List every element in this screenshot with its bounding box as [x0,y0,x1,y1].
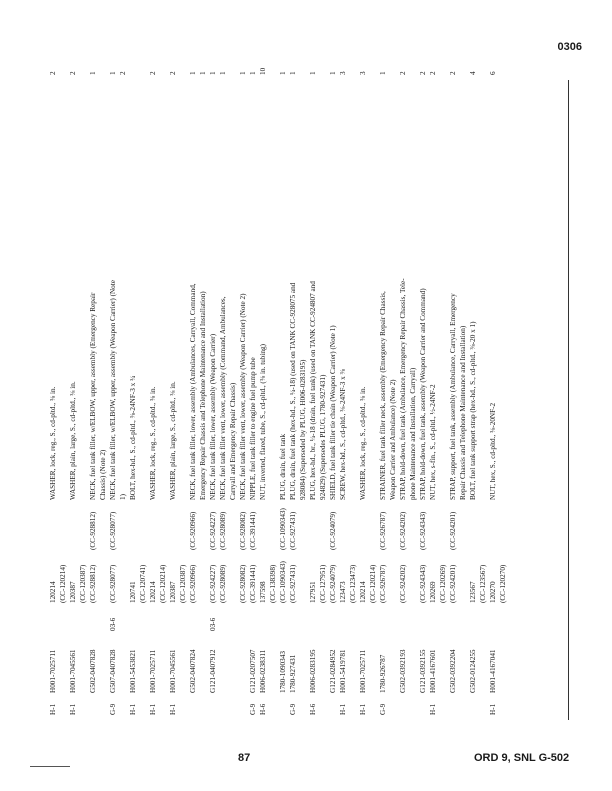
table-row [248,45,258,715]
description: BOLT, fuel tank support strap (hex-hd., S., cd-pltd., ⅜-20 x 1) [469,321,477,500]
table-row [348,45,358,715]
reference-number: (CC-926787) [379,564,387,603]
description: NECK, fuel tank filler vent, lower, assembly (Command, Ambulances, [219,296,227,500]
part-number: 1780-926787 [379,654,387,693]
description: PLUG, hex-hd., br., ¼-18 (drain, fuel tank) (used on TANK CC-924807 and [309,281,317,500]
reference-number: (CC-924201) [449,564,457,603]
description: SCREW, hex-hd., S., cd-pltd., ⅜-24NF-3 x ⅜ [339,369,347,500]
table-row [288,45,298,715]
quantity: 1 [249,71,257,75]
footer-page-number: 87 [238,752,251,764]
table-row [78,45,88,715]
table-row [198,45,208,715]
group-number: 03-6 [109,617,117,631]
table-row [318,45,328,715]
table-row [218,45,228,715]
description: 928084) (Superseded by PLUG, H006-0283195) [299,359,307,500]
part-number: 1780-1090343 [279,651,287,693]
quantity: 2 [169,71,177,75]
table-row [428,45,438,715]
quantity: 1 [189,71,197,75]
quantity: 1 [209,71,217,75]
column-code: H-6 [309,703,317,715]
table-row [278,45,288,715]
part-number: G502-0407824 [189,649,197,693]
reference-number: 137598 [259,581,267,603]
reference-number: (CC-927431) [289,564,297,603]
quantity: 2 [69,71,77,75]
table-row [88,45,98,715]
table-row [48,45,58,715]
description: WASHER, plain, large, S., cd-pltd., ⅜ in. [69,381,77,500]
reference-number: 120741 [129,581,137,603]
part-number: H006-0238311 [259,649,267,693]
description: 924829) (Supersedes PLUG, 1780-927431) [319,374,327,500]
reference-number: (CC-120214) [59,564,67,603]
description: Carryall and Emergency Repair Chassis) [229,382,237,500]
part-number: H001-4167041 [489,649,497,693]
table-row [158,45,168,715]
table-row [118,45,128,715]
column-code: H-1 [489,703,497,715]
description: WASHER, lock, reg., S., cd-pltd., ⅜ in. [359,386,367,500]
table-row [298,45,308,715]
ordnance-number: (CC-924202) [399,511,407,550]
ordnance-number: (CC-924201) [449,511,457,550]
column-code: G-9 [249,703,257,715]
table-row [448,45,458,715]
table-row [128,45,138,715]
reference-number: 120269 [429,581,437,603]
reference-number: (CC-928082) [239,564,247,603]
ordnance-number: (CC-928077) [109,511,117,550]
table-row [188,45,198,715]
margin-rule [568,80,569,720]
reference-number: (CC-924227) [209,564,217,603]
quantity: 3 [339,71,347,75]
ordnance-number: (CC-920966) [189,511,197,550]
quantity: 1 [239,71,247,75]
table-row [358,45,368,715]
reference-number: (CC-120387) [179,564,187,603]
column-code: G-9 [379,703,387,715]
ordnance-number: (CC-924079) [329,511,337,550]
footer-reference: ORD 9, SNL G-502 [474,752,570,764]
description: STRAP, hold-down, fuel tank, assembly (Weapon Carrier and Command) [419,288,427,500]
ordnance-number: (CC-924343) [419,511,427,550]
column-code: H-1 [149,703,157,715]
quantity: 1 [289,71,297,75]
ordnance-number: (CC-1090343) [279,508,287,550]
reference-number: (CC-138398) [269,564,277,603]
reference-number: (CC-928089) [219,564,227,603]
quantity: 1 [219,71,227,75]
description: Weapon Carrier and Ambulance) (Note 2) [389,379,397,500]
table-row [138,45,148,715]
quantity: 1 [379,71,387,75]
column-code: G-9 [289,703,297,715]
part-number: H001-7025711 [49,649,57,693]
quantity: 2 [429,71,437,75]
page-number: 0306 [557,41,582,53]
quantity: 1 [329,71,337,75]
table-row [338,45,348,715]
ordnance-number: (CC-926787) [379,511,387,550]
table-row [228,45,238,715]
part-number: G502-0124255 [469,649,477,693]
column-code: H-6 [259,703,267,715]
description: Repair Chassis and Telephone Maintenance and Installation) [459,325,467,500]
description: WASHER, lock, reg., S., cd-pltd., ⅜ in. [149,386,157,500]
part-number: H001-7025711 [149,649,157,693]
quantity: 10 [259,67,267,75]
table-row [468,45,478,715]
part-number: G121-0207507 [249,649,257,693]
description: NIPPLE, fuel tank filler to engine fuel pump tube [249,357,257,500]
description: NUT, inverted, flared, tube, S., cd-pltd., (⅜ in. tubing) [259,344,267,500]
description: WASHER, plain, large, S., cd-pltd., ⅜ in. [169,381,177,500]
reference-number: 120387 [169,581,177,603]
description: SHIELD, fuel tank filler tie chain (Weapon Carrier) (Note 1) [329,325,337,500]
group-number: 03-6 [209,617,217,631]
reference-number: (CC-391441) [249,564,257,603]
table-row [308,45,318,715]
part-number: H001-7025711 [359,649,367,693]
column-code: H-1 [49,703,57,715]
reference-number: (CC-924079) [329,564,337,603]
quantity: 1 [199,71,207,75]
reference-number: (CC-120387) [79,564,87,603]
parts-table [48,45,563,715]
table-row [178,45,188,715]
part-number: H001-5453821 [129,649,137,693]
part-number: G502-0392204 [449,649,457,693]
description: NECK, fuel tank filler vent, lower, assembly (Weapon Carrier) (Note 2) [239,293,247,500]
quantity: 2 [449,71,457,75]
table-row [238,45,248,715]
description: NECK, fuel tank filler, w/ELBOW, upper, assembly (Emergency Repair [89,292,97,500]
quantity: 2 [119,71,127,75]
part-number: H001-4167601 [429,649,437,693]
reference-number: (CC-1090343) [279,561,287,603]
quantity: 6 [489,71,497,75]
ordnance-number: (CC-928812) [89,511,97,550]
ordnance-number: (CC-924227) [209,511,217,550]
reference-number: (CC-123473) [349,564,357,603]
reference-number: 120214 [149,581,157,603]
column-code: H-1 [69,703,77,715]
table-row [488,45,498,715]
ordnance-number: (CC-928089) [219,511,227,550]
quantity: 2 [399,71,407,75]
description: STRAP, hold-down, fuel tank (Ambulance, Emergency Repair Chassis, Tele- [399,278,407,500]
table-row [438,45,448,715]
footer-rule [30,766,70,767]
quantity: 2 [49,71,57,75]
table-row [108,45,118,715]
reference-number: (CC-928077) [109,564,117,603]
description: NECK, fuel tank filler, lower, assembly (Ambulances, Carryall, Command, [189,283,197,500]
reference-number: 120270 [489,581,497,603]
reference-number: 123473 [339,581,347,603]
quantity: 2 [149,71,157,75]
quantity: 1 [279,71,287,75]
ordnance-number: (CC-928082) [239,511,247,550]
reference-number: 123567 [469,581,477,603]
reference-number: 127951 [309,581,317,603]
part-number: H001-7045561 [169,649,177,693]
table-row [98,45,108,715]
reference-number: 120214 [49,581,57,603]
description: NUT, hex, s-fin., S., cd-pltd., ½-24NF-2 [429,384,437,500]
quantity: 1 [89,71,97,75]
table-row [258,45,268,715]
description: phone Maintenance and Installation, Carryall) [409,367,417,500]
column-code: H-1 [169,703,177,715]
ordnance-number: (CC-391441) [249,511,257,550]
quantity: 4 [469,71,477,75]
description: Chassis) (Note 2) [99,449,107,500]
reference-number: (CC-924343) [419,564,427,603]
column-code: G-9 [109,703,117,715]
reference-number: (CC-127951) [319,564,327,603]
table-row [378,45,388,715]
description: NUT, hex, S., cd-pltd., ⅜-20NF-2 [489,402,497,500]
table-row [368,45,378,715]
table-row [388,45,398,715]
part-number: H006-0283195 [309,649,317,693]
table-row [478,45,488,715]
table-row [328,45,338,715]
reference-number: (CC-120270) [499,564,507,603]
table-row [458,45,468,715]
table-row [68,45,78,715]
column-code: H-1 [359,703,367,715]
reference-number: (CC-928812) [89,564,97,603]
quantity: 3 [359,71,367,75]
description: STRAINER, fuel tank filler neck, assembly (Emergency Repair Chassis, [379,291,387,500]
description: BOLT, hex-hd., S., cd-pltd., ⅜-24NF-3 x ¾ [129,375,137,500]
column-code: H-1 [429,703,437,715]
table-row [148,45,158,715]
description: PLUG, drain, fuel tank [279,433,287,500]
table-row [408,45,418,715]
table-row [268,45,278,715]
part-number: G507-0407828 [109,649,117,693]
part-number: G121-0392155 [419,649,427,693]
quantity: 1 [309,71,317,75]
reference-number: (CC-120214) [159,564,167,603]
table-row [208,45,218,715]
reference-number: (CC-120214) [369,564,377,603]
part-number: G121-0284952 [329,649,337,693]
description: Emergency Repair Chassis and Telephone Maintenance and Installation) [199,291,207,500]
part-number: H001-5419781 [339,649,347,693]
reference-number: 120387 [69,581,77,603]
part-number: G502-0392193 [399,649,407,693]
reference-number: 120214 [359,581,367,603]
part-number: H001-7045561 [69,649,77,693]
table-row [398,45,408,715]
description: WASHER, lock, reg., S., cd-pltd., ⅜ in. [49,386,57,500]
part-number: G121-0407912 [209,649,217,693]
table-row [498,45,508,715]
quantity: 2 [419,71,427,75]
reference-number: (CC-924202) [399,564,407,603]
description: STRAP, support, fuel tank, assembly (Ambulance, Carryall, Emergency [449,293,457,500]
quantity: 1 [109,71,117,75]
reference-number: (CC-120269) [439,564,447,603]
table-row [418,45,428,715]
column-code: H-1 [339,703,347,715]
table-row [168,45,178,715]
reference-number: (CC-120741) [139,564,147,603]
description: 1) [119,494,127,500]
description: PLUG, drain, fuel tank (hex-hd., S., ¼-18) (used on TANK CC-928075 and [289,282,297,500]
reference-number: (CC-920966) [189,564,197,603]
column-code: H-1 [129,703,137,715]
part-number: 1780-927431 [289,654,297,693]
table-row [58,45,68,715]
part-number: G502-0407828 [89,649,97,693]
description: NECK, fuel tank filler, lower, assembly (Weapon Carrier) [209,333,217,500]
ordnance-number: (CC-927431) [289,511,297,550]
description: NECK, fuel tank filler, w/ELBOW, upper, assembly (Weapon Carrier) (Note [109,280,117,500]
reference-number: (CC-123567) [479,564,487,603]
